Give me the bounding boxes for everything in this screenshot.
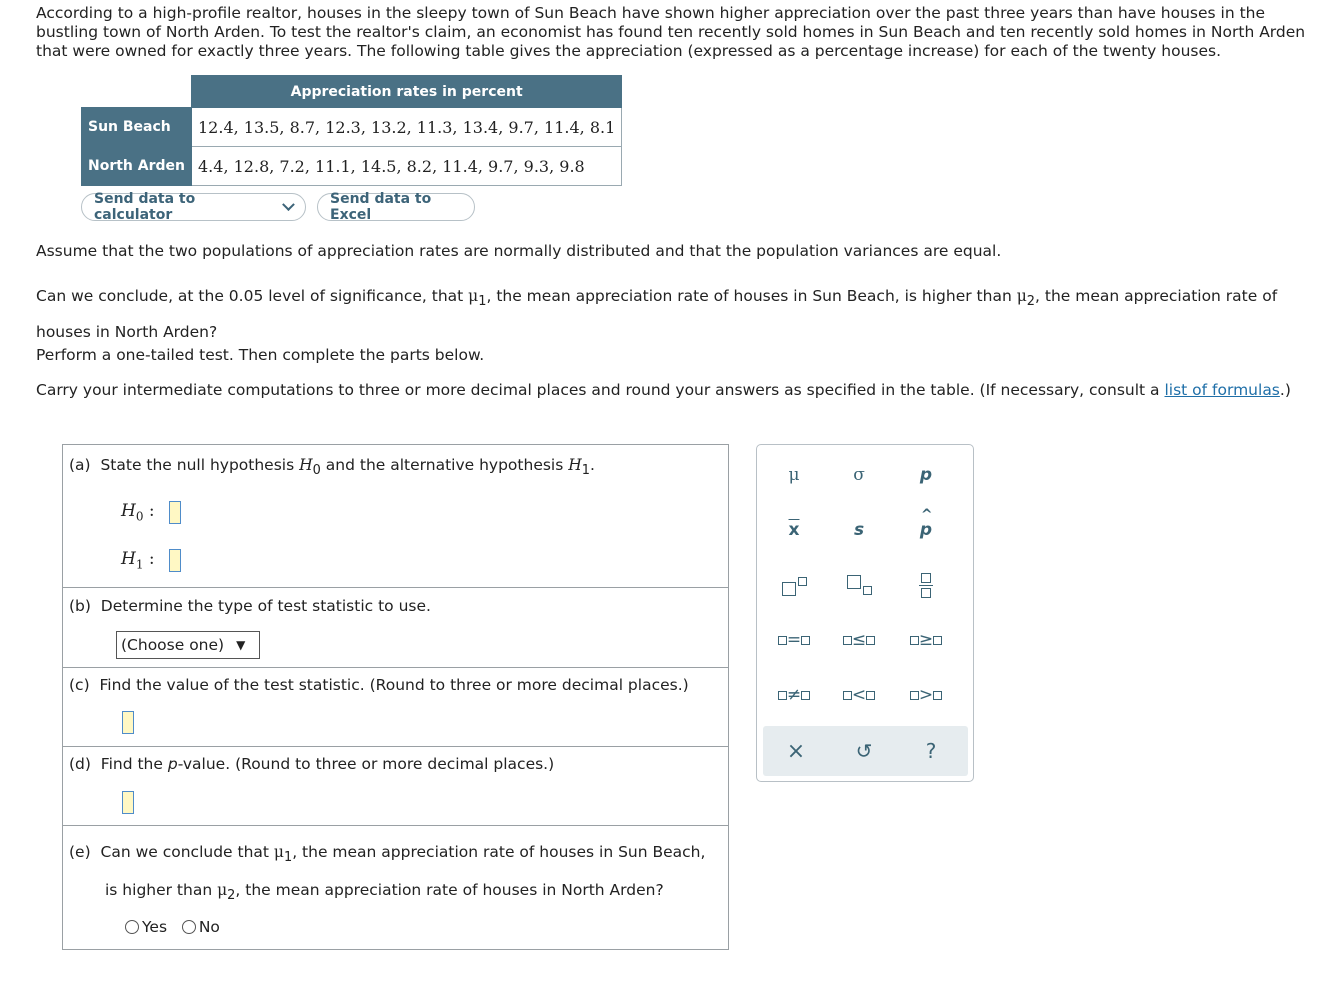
send-to-excel-label: Send data to Excel (330, 191, 432, 223)
x-bar-button[interactable]: $\overline{x}$ (788, 520, 800, 540)
exponent-box-icon (798, 577, 807, 586)
less-equal-button[interactable]: ≤ (834, 625, 884, 655)
yes-radio[interactable]: Yes (125, 918, 167, 936)
test-statistic-input[interactable] (122, 711, 134, 734)
send-to-calculator-label: Send data to calculator (94, 191, 196, 223)
part-a: (a) State the null hypothesis $H_0$ and the alternative hypothesis $H_1$. $H_0$ : $H_1$ : (63, 445, 728, 588)
row-label-north-arden: North Arden (82, 147, 192, 186)
part-d: (d) Find the p-value. (Round to three or more decimal places.) (63, 747, 728, 826)
subscript-button[interactable] (834, 570, 884, 600)
undo-button[interactable] (839, 736, 889, 766)
sigma-button[interactable]: σ (853, 465, 865, 485)
not-equal-button[interactable]: ≠ (769, 680, 819, 710)
palette-action-bar (763, 726, 968, 776)
table-caption: Appreciation rates in percent (192, 76, 622, 108)
send-to-calculator-button[interactable] (81, 193, 306, 221)
no-radio[interactable]: No (182, 918, 220, 936)
base-box-icon (782, 582, 796, 596)
conclusion-question: Can we conclude, at the 0.05 level of significance, that $\mu_1$, the mean appreciation rate of houses in Sun Beach, is higher than $\mu_2$, the mean appreciation rate of houses in North Arden? (36, 287, 1278, 342)
close-icon: × (786, 738, 806, 764)
p-value-input[interactable] (122, 791, 134, 814)
appreciation-table (81, 75, 622, 186)
undo-icon: ↺ (855, 739, 873, 763)
denominator-box-icon (921, 588, 931, 598)
p-hat-button[interactable]: ^ p (919, 507, 933, 540)
subscript-box-icon (863, 586, 872, 595)
less-than-button[interactable]: < (834, 680, 884, 710)
alternative-hypothesis-label: $H_1$ : (121, 549, 155, 572)
assumption-text: Assume that the two populations of appreciation rates are normally distributed and that the population variances are equal. (36, 242, 1002, 260)
radio-icon (125, 920, 139, 934)
yes-no-options (125, 918, 220, 936)
greater-equal-button[interactable]: ≥ (901, 625, 951, 655)
numerator-box-icon (921, 573, 931, 583)
problem-intro: According to a high-profile realtor, houses in the sleepy town of Sun Beach have shown higher appreciation over the past three years than have houses in the bustling town of North Arden. To test the realtor's claim, an economist has found ten recently sold homes in Sun Beach and ten recently sold homes in North Arden that were owned for exactly three years. The following table gives the appreciation (expressed as a percentage increase) for each of the twenty houses. (36, 4, 1306, 60)
alternative-hypothesis-input[interactable] (169, 549, 181, 572)
greater-than-button[interactable]: > (901, 680, 951, 710)
help-button[interactable] (906, 736, 956, 766)
part-b: (b) Determine the type of test statistic to use. (Choose one) ▼ (63, 588, 728, 668)
clear-button[interactable] (771, 736, 821, 766)
formulas-link[interactable]: list of formulas (1164, 381, 1280, 399)
fraction-button[interactable] (901, 570, 951, 600)
dropdown-arrow-icon: ▼ (236, 638, 246, 652)
row-values-sun-beach: 12.4, 13.5, 8.7, 12.3, 13.2, 11.3, 13.4, 9.7, 11.4, 8.1 (192, 108, 622, 147)
base-box-icon (847, 575, 861, 589)
null-hypothesis-label: $H_0$ : (121, 501, 155, 524)
equals-button[interactable]: = (769, 625, 819, 655)
table-row (82, 147, 622, 186)
hat-icon: ^ (920, 507, 933, 523)
table-row (82, 108, 622, 147)
carry-instruction: Carry your intermediate computations to three or more decimal places and round your answers as specified in the table. (If necessary, consult a list of formulas.) (36, 381, 1291, 399)
null-hypothesis-input[interactable] (169, 501, 181, 524)
test-statistic-select[interactable]: (Choose one) ▼ (116, 631, 260, 659)
send-to-excel-button[interactable] (317, 193, 475, 221)
help-icon: ? (925, 739, 937, 763)
s-button[interactable]: s (853, 520, 865, 540)
symbol-palette (756, 444, 974, 782)
mu-button[interactable]: μ (788, 465, 800, 485)
instruction-text: Perform a one-tailed test. Then complete the parts below. (36, 346, 485, 364)
chevron-down-icon (282, 198, 295, 211)
superscript-button[interactable] (769, 570, 819, 600)
question-panel (62, 444, 729, 950)
fraction-bar-icon (919, 585, 933, 586)
part-c: (c) Find the value of the test statistic. (Round to three or more decimal places.) (63, 668, 728, 747)
row-values-north-arden: 4.4, 12.8, 7.2, 11.1, 14.5, 8.2, 11.4, 9.7, 9.3, 9.8 (192, 147, 622, 186)
p-button[interactable]: p (919, 465, 933, 485)
radio-icon (182, 920, 196, 934)
row-label-sun-beach: Sun Beach (82, 108, 192, 147)
part-e: (e) Can we conclude that $\mu_1$, the mean appreciation rate of houses in Sun Beach, is higher than $\mu_2$, the mean appreciation rate of houses in North Arden? Yes No (69, 843, 706, 936)
